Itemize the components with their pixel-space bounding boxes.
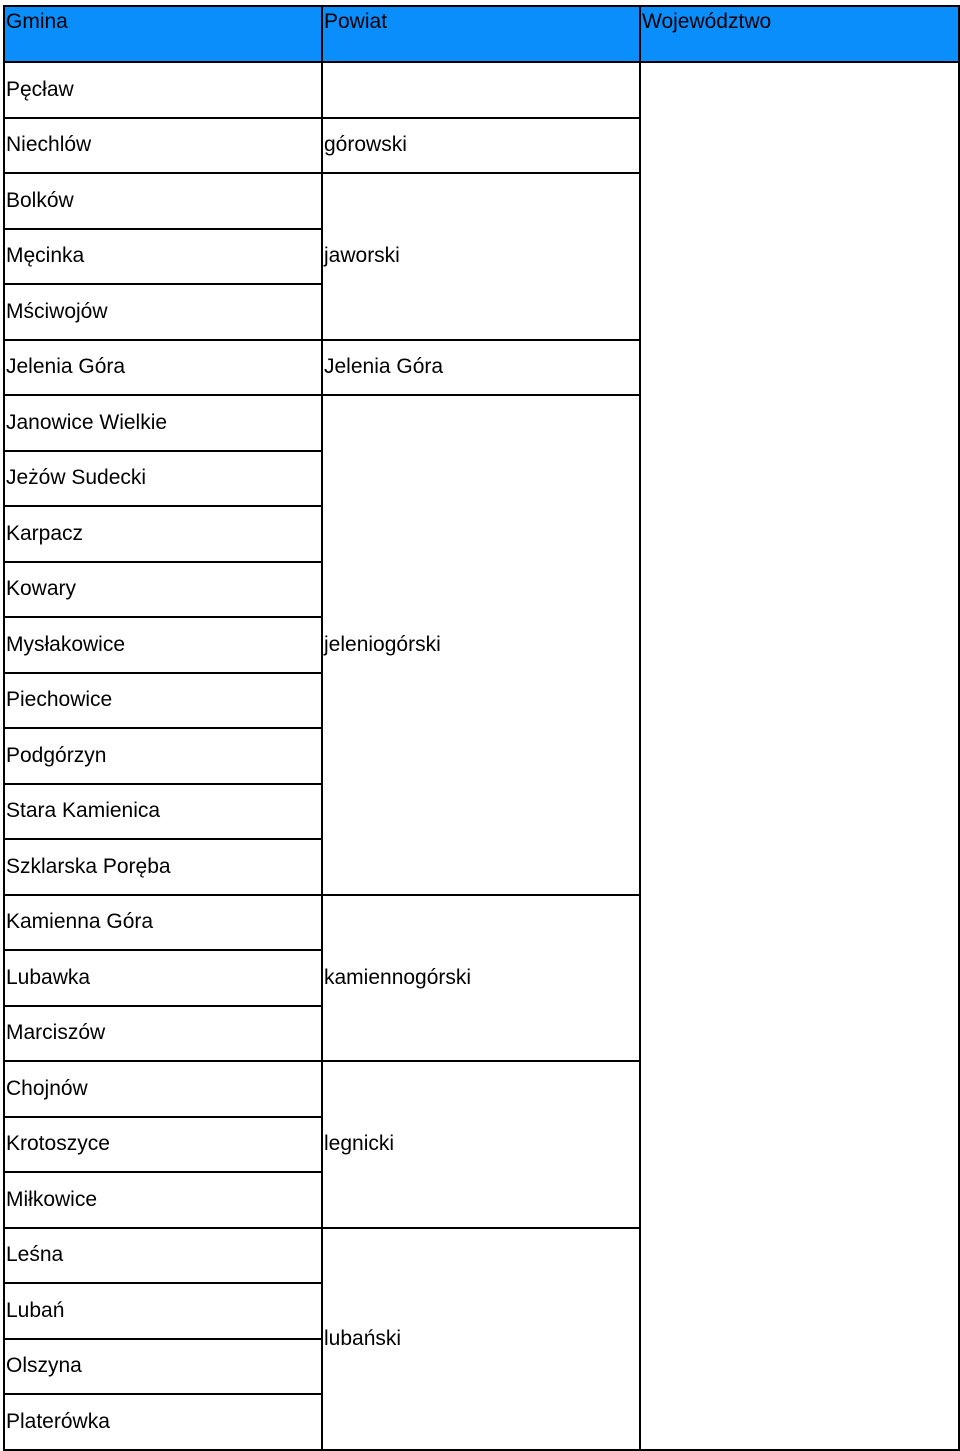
table-row: [4, 62, 959, 118]
cell-powiat[interactable]: [322, 62, 640, 118]
cell-gmina[interactable]: Leśna: [4, 1228, 322, 1284]
cell-gmina[interactable]: Krotoszyce: [4, 1117, 322, 1173]
cell-powiat[interactable]: legnicki: [322, 1061, 640, 1228]
cell-powiat[interactable]: jaworski: [322, 173, 640, 340]
cell-gmina[interactable]: Miłkowice: [4, 1172, 322, 1228]
cell-gmina[interactable]: Pęcław: [4, 62, 322, 118]
table-body: [4, 62, 959, 1450]
cell-powiat[interactable]: jeleniogórski: [322, 395, 640, 895]
header-row: [4, 6, 959, 62]
cell-gmina[interactable]: Piechowice: [4, 673, 322, 729]
cell-gmina[interactable]: Mściwojów: [4, 284, 322, 340]
cell-powiat[interactable]: górowski: [322, 118, 640, 174]
cell-gmina[interactable]: Kamienna Góra: [4, 895, 322, 951]
cell-gmina[interactable]: Olszyna: [4, 1339, 322, 1395]
cell-gmina[interactable]: Marciszów: [4, 1006, 322, 1062]
table-header: [4, 6, 959, 62]
cell-gmina[interactable]: Podgórzyn: [4, 728, 322, 784]
header-wojewodztwo[interactable]: Województwo: [640, 6, 959, 62]
header-powiat[interactable]: Powiat: [322, 6, 640, 62]
cell-gmina[interactable]: Kowary: [4, 562, 322, 618]
cell-powiat[interactable]: lubański: [322, 1228, 640, 1450]
cell-gmina[interactable]: Lubawka: [4, 950, 322, 1006]
cell-gmina[interactable]: Karpacz: [4, 506, 322, 562]
cell-gmina[interactable]: Jelenia Góra: [4, 340, 322, 396]
cell-gmina[interactable]: Jeżów Sudecki: [4, 451, 322, 507]
cell-gmina[interactable]: Męcinka: [4, 229, 322, 285]
cell-gmina[interactable]: Stara Kamienica: [4, 784, 322, 840]
cell-gmina[interactable]: Lubań: [4, 1283, 322, 1339]
cell-wojewodztwo[interactable]: [640, 62, 959, 1450]
gminy-table: [3, 5, 960, 1451]
header-gmina[interactable]: Gmina: [4, 6, 322, 62]
cell-gmina[interactable]: Chojnów: [4, 1061, 322, 1117]
cell-gmina[interactable]: Bolków: [4, 173, 322, 229]
cell-gmina[interactable]: Niechlów: [4, 118, 322, 174]
cell-gmina[interactable]: Mysłakowice: [4, 617, 322, 673]
cell-gmina[interactable]: Szklarska Poręba: [4, 839, 322, 895]
cell-powiat[interactable]: kamiennogórski: [322, 895, 640, 1062]
cell-powiat[interactable]: Jelenia Góra: [322, 340, 640, 396]
cell-gmina[interactable]: Platerówka: [4, 1394, 322, 1450]
cell-gmina[interactable]: Janowice Wielkie: [4, 395, 322, 451]
